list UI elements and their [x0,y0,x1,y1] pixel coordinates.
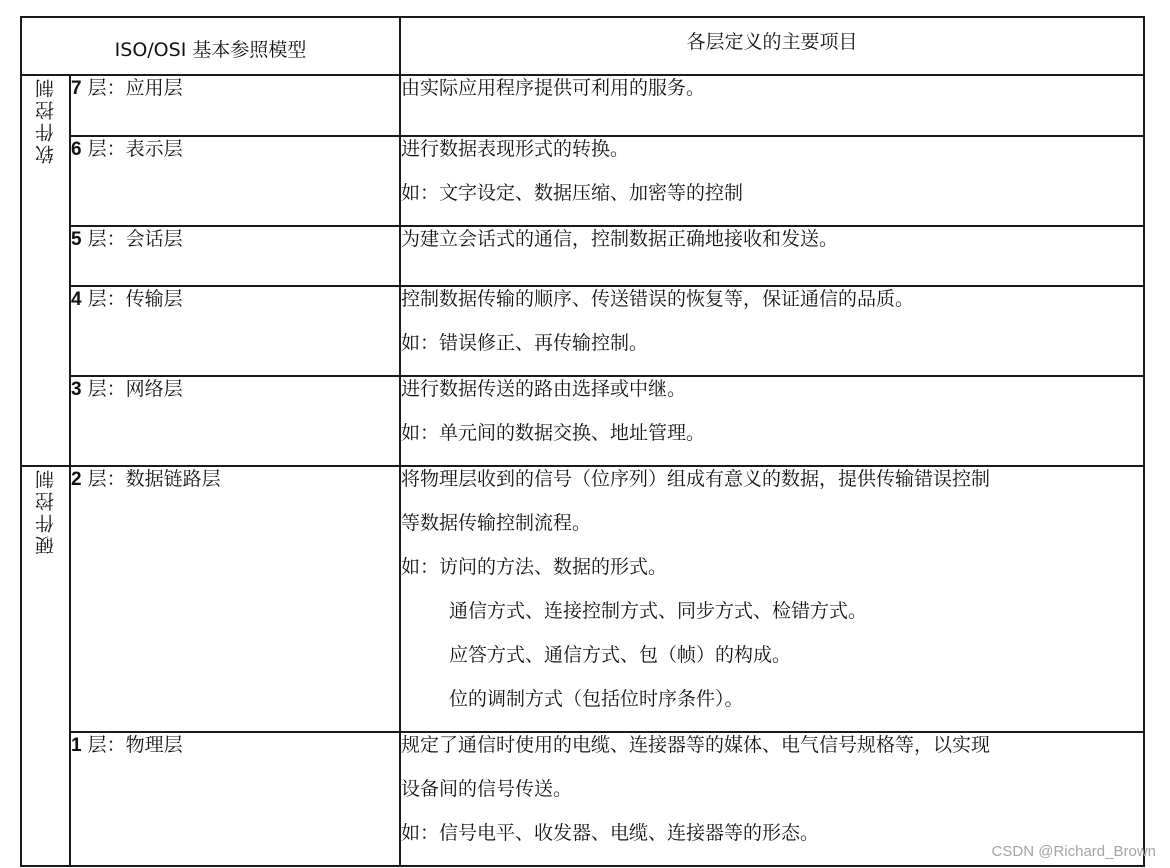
layer-number: 5 [71,229,82,250]
group-hardware [21,466,70,866]
description-line: 规定了通信时使用的电缆、连接器等的媒体、电气信号规格等，以实现 [401,734,991,756]
description-line: 如：单元间的数据交换、地址管理。 [401,422,706,444]
watermark: CSDN @Richard_Brown [991,843,1156,860]
layer-number: 7 [71,78,82,99]
layer-name: 层：应用层 [81,77,183,99]
table-row-layer-4 [21,286,1144,376]
layer-name: 层：物理层 [81,734,183,756]
description-line: 设备间的信号传送。 [401,778,573,800]
header-model [21,17,400,75]
table-header-row [21,17,1144,75]
layer-number: 1 [71,735,82,756]
description-line: 如：信号电平、收发器、电缆、连接器等的形态。 [401,822,820,844]
description-line-indented: 应答方式、通信方式、包（帧）的构成。 [449,644,792,666]
layer-4-description [400,286,1144,376]
table-row-layer-2 [21,466,1144,732]
description-line: 控制数据传输的顺序、传送错误的恢复等，保证通信的品质。 [401,288,915,310]
layer-3-name [70,376,400,466]
layer-2-description [400,466,1144,732]
layer-number: 3 [71,379,82,400]
description-line: 进行数据传送的路由选择或中继。 [401,378,687,400]
group-hardware-label: 硬件控制 [35,467,57,555]
layer-number: 2 [71,469,82,490]
layer-7-name [70,75,400,136]
description-line: 由实际应用程序提供可利用的服务。 [401,77,706,99]
description-line-indented: 位的调制方式（包括位时序条件）。 [449,688,744,710]
layer-name: 层：表示层 [81,138,183,160]
layer-2-name [70,466,400,732]
layer-6-name [70,136,400,226]
layer-7-description [400,75,1144,136]
table-row-layer-7 [21,75,1144,136]
table-row-layer-1 [21,732,1144,866]
layer-3-description [400,376,1144,466]
description-line: 如：文字设定、数据压缩、加密等的控制 [401,182,744,204]
layer-1-name [70,732,400,866]
layer-name: 层：网络层 [81,378,183,400]
layer-number: 4 [71,289,82,310]
layer-name: 层：会话层 [81,228,183,250]
layer-5-description [400,226,1144,286]
description-line: 进行数据表现形式的转换。 [401,138,630,160]
description-line-indented: 通信方式、连接控制方式、同步方式、检错方式。 [449,600,868,622]
layer-6-description [400,136,1144,226]
header-definition-text: 各层定义的主要项目 [686,30,858,53]
layer-name: 层：传输层 [81,288,183,310]
group-software-label: 软件控制 [35,76,57,164]
layer-5-name [70,226,400,286]
description-line: 如：访问的方法、数据的形式。 [401,556,668,578]
table-row-layer-6 [21,136,1144,226]
layer-name: 层：数据链路层 [81,468,221,490]
header-model-text: ISO/OSI 基本参照模型 [114,38,307,61]
description-line: 将物理层收到的信号（位序列）组成有意义的数据，提供传输错误控制 [401,468,991,490]
table-row-layer-3 [21,376,1144,466]
description-line: 为建立会话式的通信，控制数据正确地接收和发送。 [401,228,839,250]
osi-model-table [20,16,1145,867]
description-line: 如：错误修正、再传输控制。 [401,332,649,354]
header-definition [400,17,1144,75]
layer-4-name [70,286,400,376]
group-software [21,75,70,466]
description-line: 等数据传输控制流程。 [401,512,592,534]
table-row-layer-5 [21,226,1144,286]
layer-number: 6 [71,139,82,160]
